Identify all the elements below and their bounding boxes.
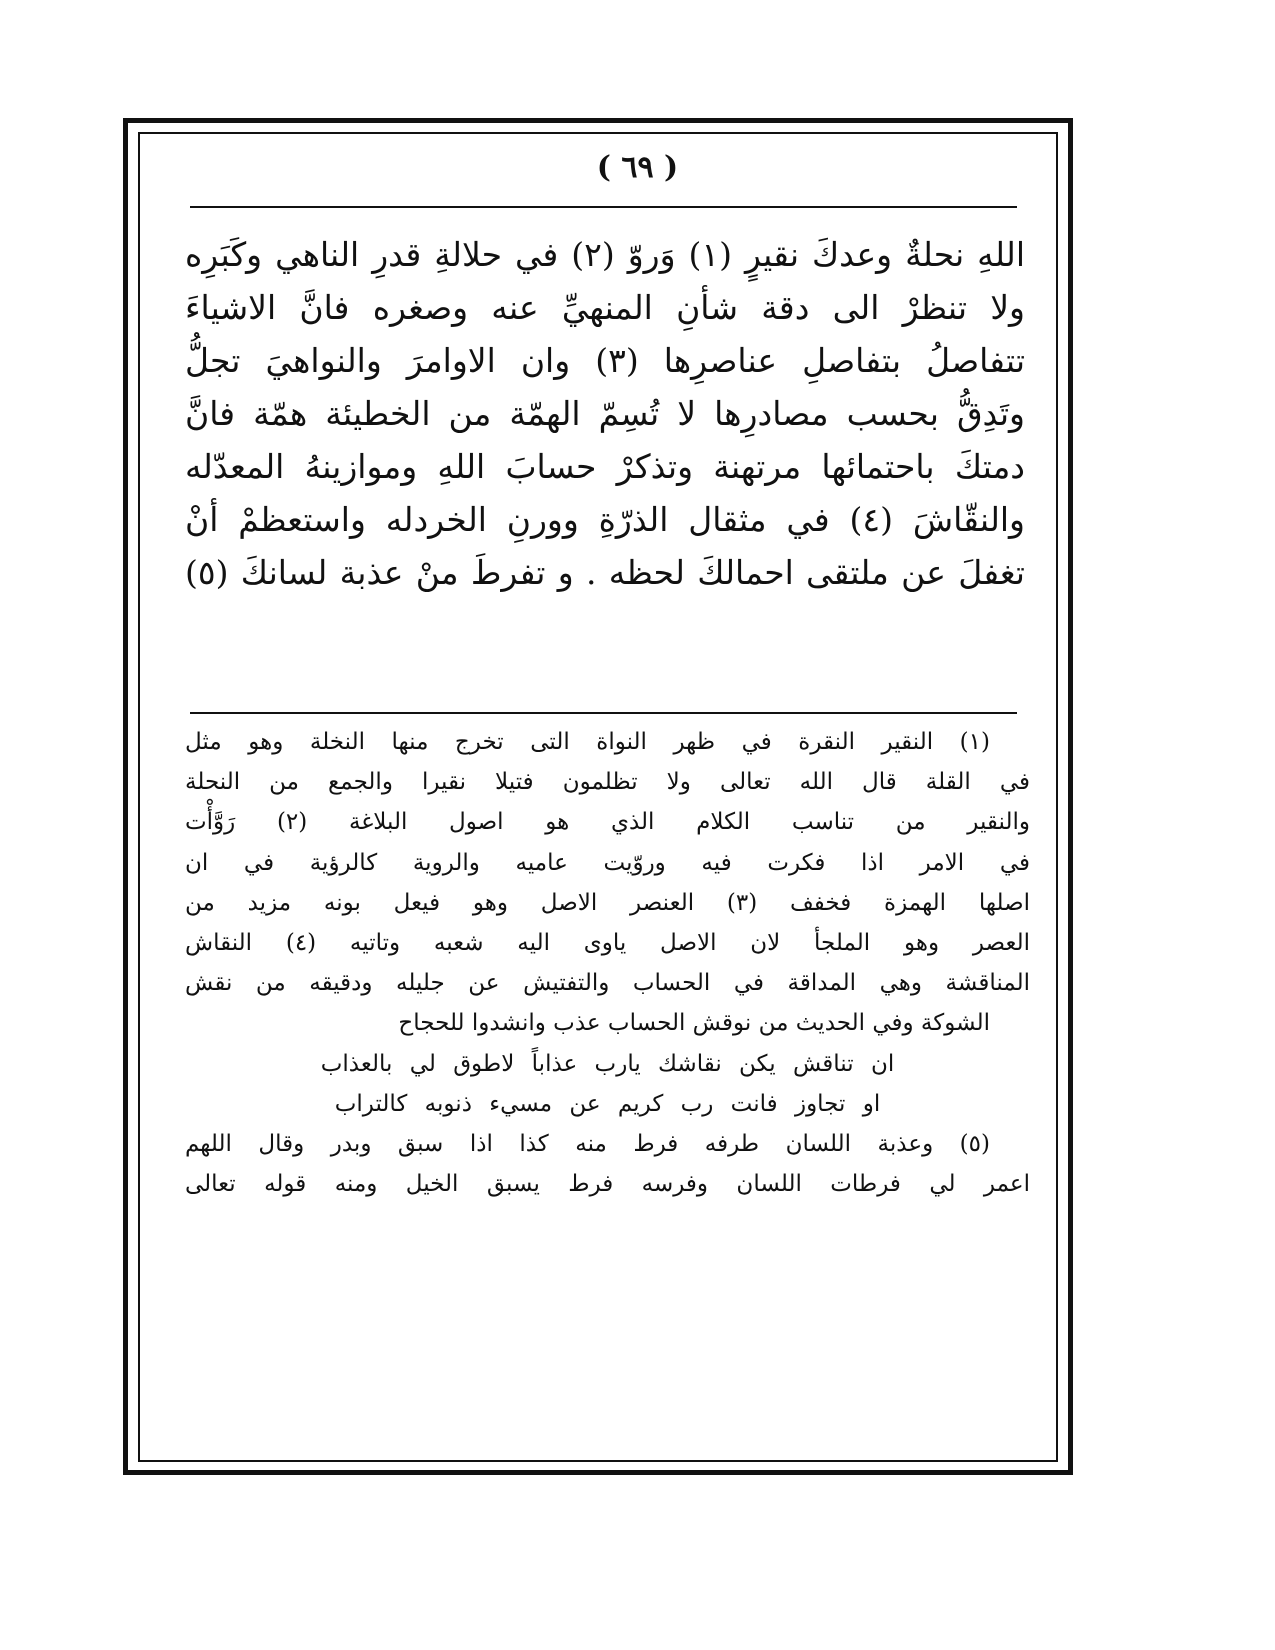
- verse-line: او تجاوز فانت رب كريم عن مسيء ذنوبه كالتراب: [334, 1090, 881, 1117]
- main-text-line: وتَدِقُّ بحسب مصادرِها لا تُسِمّ الهمّة من الخطيئة همّة فانَّ: [185, 394, 1025, 433]
- main-text-block: [185, 228, 1025, 599]
- main-text-line: تتفاصلُ بتفاصلِ عناصرِها (٣) وان الاوامرَ والنواهيَ تجلُّ: [185, 341, 1025, 380]
- footnotes-block: [185, 722, 1030, 1204]
- footnote-line: (١) النقير النقرة في ظهر النواة التى تخرج منها النخلة وهو مثل: [185, 729, 990, 755]
- main-text-line: اللهِ نحلةٌ وعدكَ نقيرٍ (١) وَروّ (٢) في حلالةِ قدرِ الناهي وكَبَرِه: [185, 235, 1026, 274]
- footnote-line: في الامر اذا فكرت فيه وروّيت عاميه والروية كالرؤية في ان: [185, 849, 1030, 876]
- verse-line: ان تناقش يكن نقاشك يارب عذاباً لاطوق لي بالعذاب: [320, 1050, 895, 1077]
- main-text-line: ولا تنظرْ الى دقة شأنِ المنهيِّ عنه وصغره فانَّ الاشياءَ: [185, 288, 1025, 327]
- footnote-line: اصلها الهمزة فخفف (٣) العنصر الاصل وهو فيعل بونه مزيد من: [185, 889, 1030, 916]
- footnote-line: الشوكة وفي الحديث من نوقش الحساب عذب وانشدوا للحجاح: [398, 1010, 990, 1037]
- footnote-line: اعمر لي فرطات اللسان وفرسه فرط يسبق الخيل ومنه قوله تعالى: [185, 1171, 1030, 1198]
- header-rule: [190, 206, 1017, 208]
- main-text-line: تغفلَ عن ملتقى احمالكَ لحظه . و تفرطَ منْ عذبة لسانكَ (٥): [185, 553, 1025, 592]
- footnote-line: في القلة قال الله تعالى ولا تظلمون فتيلا نقيرا والجمع من النحلة: [185, 769, 1030, 796]
- main-text-line: والنقّاشَ (٤) في مثقال الذرّةِ وورنِ الخردله واستعظمْ أنْ: [185, 500, 1025, 539]
- footnote-line: (٥) وعذبة اللسان طرفه فرط منه كذا اذا سبق وبدر وقال اللهم: [185, 1130, 990, 1157]
- main-text-line: دمتكَ باحتمائها مرتهنة وتذكرْ حسابَ اللهِ وموازينهُ المعدّله: [185, 447, 1025, 486]
- footnote-line: العصر وهو الملجأ لان الاصل ياوى اليه شعبه وتاتيه (٤) النقاش: [185, 929, 1030, 956]
- footnote-separator: [190, 712, 1017, 714]
- page-number: ( ٦٩ ): [596, 150, 679, 185]
- footnote-line: المناقشة وهي المداقة في الحساب والتفتيش عن جليله ودقيقه من نقش: [185, 970, 1030, 997]
- footnote-line: والنقير من تناسب الكلام الذي هو اصول البلاغة (٢) رَوَّأْت: [185, 809, 1030, 836]
